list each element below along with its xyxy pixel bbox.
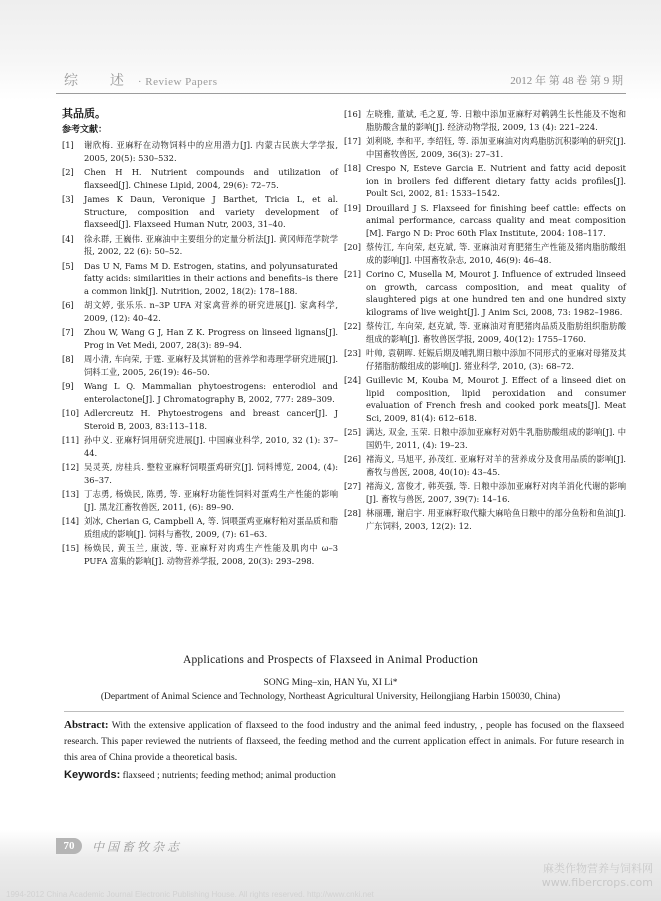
reference-number: [24]: [344, 375, 362, 386]
header-divider: [56, 93, 626, 94]
reference-item: [344, 480, 626, 505]
reference-number: [26]: [344, 454, 362, 465]
reference-item: [344, 507, 626, 532]
reference-number: [2]: [62, 167, 74, 178]
reference-number: [5]: [62, 260, 74, 271]
reference-text: Crespo N, Esteve Garcia E. Nutrient and fatty acid deposit ion in broilers fed different dietary fatty acids profiles[J]. Poult Sci, 2002, 81: 1533–1542.: [366, 162, 626, 199]
reference-item: [62, 193, 338, 231]
reference-number: [20]: [344, 242, 362, 253]
reference-number: [10]: [62, 408, 80, 419]
english-title: Applications and Prospects of Flaxseed in Animal Production: [182, 654, 479, 666]
reference-item: [344, 135, 626, 160]
reference-text: 孙中义. 亚麻籽饲用研究进展[J]. 中国麻业科学, 2010, 32 (1): 37–44.: [84, 435, 338, 458]
reference-item: [344, 108, 626, 133]
lead-text: 其品质。: [62, 107, 106, 120]
reference-text: Chen H H. Nutrient compounds and utilization of flaxseed[J]. Chinese Lipid, 2004, 29(6): 72–75.: [84, 167, 338, 190]
reference-item: [344, 347, 626, 372]
reference-item: [344, 453, 626, 478]
reference-text: 杨焕民, 黄玉兰, 康波, 等. 亚麻籽对肉鸡生产性能及肌肉中 ω–3 PUFA 富集的影响[J]. 动物营养学报, 2008, 20(3): 293–298.: [84, 543, 338, 566]
reference-item: [62, 260, 338, 298]
right-column: [344, 108, 626, 534]
reference-text: 谢欣梅. 亚麻籽在动物饲料中的应用潜力[J]. 内蒙古民族大学学报, 2005, 20(5): 530–532.: [84, 140, 338, 163]
reference-item: [344, 320, 626, 345]
reference-number: [6]: [62, 300, 74, 311]
reference-text: 左晓雅, 董斌, 毛之夏, 等. 日粮中添加亚麻籽对鹌鹑生长性能及不饱和脂肪酸含量的影响[J]. 经济动物学报, 2009, 13 (4): 221–224.: [366, 109, 626, 132]
keywords-label: Keywords:: [64, 769, 121, 781]
watermark-cn: 麻类作物营养与饲料网: [543, 862, 653, 875]
reference-text: 褚海义, 马旭平, 孙茂红. 亚麻籽对羊的营养成分及食用品质的影响[J]. 畜牧与兽医, 2008, 40(10): 43–45.: [366, 454, 626, 477]
reference-item: [344, 426, 626, 451]
reference-text: Das U N, Fams M D. Estrogen, statins, and polyunsaturated fatty acids: similarities in their actions and benefits–is there a common link[J]. Nutrition, 2002, 18(2): 178–188.: [84, 260, 338, 296]
reference-number: [16]: [344, 109, 362, 119]
left-column: [62, 108, 338, 569]
abstract-label: Abstract:: [64, 719, 109, 731]
reference-number: [27]: [344, 481, 362, 492]
reference-text: Wang L Q. Mammalian phytoestrogens: enterodiol and enterolactone[J]. J Chromatography B, 2002, 777: 289–309.: [84, 381, 338, 404]
reference-text: 刘冰, Cherian G, Campbell A, 等. 饲喂蛋鸡亚麻籽粕对蛋品质和脂质组成的影响[J]. 饲料与畜牧, 2009, (7): 61–63.: [84, 516, 338, 539]
reference-text: Adlercreutz H. Phytoestrogens and breast cancer[J]. J Steroid B, 2003, 83:113–118.: [84, 408, 338, 431]
reference-text: 丁志勇, 杨焕民, 陈勇, 等. 亚麻籽功能性饲料对蛋鸡生产性能的影响[J]. 黑龙江畜牧兽医, 2011, (6): 89–90.: [84, 489, 338, 512]
english-affiliation: (Department of Animal Science and Technology, Northeast Agricultural University, Heilongjiang Harbin 150030, China): [100, 692, 561, 702]
reference-number: [9]: [62, 381, 74, 392]
reference-item: [62, 353, 338, 378]
reference-text: 蔡传江, 车向荣, 赵克斌, 等. 亚麻油对育肥猪生产性能及猪肉脂肪酸组成的影响[J]. 中国畜牧杂志, 2010, 46(9): 46–48.: [366, 242, 626, 265]
reference-text: Guillevic M, Kouba M, Mourot J. Effect of a linseed diet on lipid composition, lipid peroxidation and consumer evaluation of French fresh and cooked pork meats[J]. Meat Sci, 2009, 81(4): 612–618.: [366, 375, 626, 424]
reference-text: 吴灵英, 房桂兵. 整粒亚麻籽饲喂蛋鸡研究[J]. 饲料博览, 2004, (4): 36–37.: [84, 462, 338, 485]
reference-item: [62, 434, 338, 459]
reference-text: 徐永群, 王巍伟. 亚麻油中主要组分的定量分析法[J]. 黄冈师范学院学报, 2002, 22 (6): 50–52.: [84, 233, 338, 257]
reference-item: [62, 461, 338, 486]
reference-text: 褚海义, 富俊才, 韩英强, 等. 日粮中添加亚麻籽对肉羊消化代谢的影响[J]. 畜牧与兽医, 2007, 39(7): 14–16.: [366, 481, 626, 504]
reference-number: [7]: [62, 327, 74, 338]
copyright-strip: 1994-2012 China Academic Journal Electronic Publishing House. All rights reserved. http://www.cnki.net: [6, 890, 374, 899]
reference-text: 叶帅, 袁朝晖. 妊娠后期及哺乳期日粮中添加不同形式的亚麻对母猪及其仔猪脂肪酸组成的影响[J]. 猪业科学, 2010, (3): 68–72.: [366, 348, 626, 371]
reference-text: 刘利晓, 李和平, 李绍钰, 等. 添加亚麻油对肉鸡脂肪沉积影响的研究[J]. 中国畜牧兽医, 2009, 36(3): 27–31.: [366, 135, 626, 159]
section-label-en: · Review Papers: [137, 76, 218, 88]
reference-number: [12]: [62, 462, 80, 473]
reference-text: 周小清, 车向荣, 于霆. 亚麻籽及其饼粕的营养学和毒理学研究进展[J]. 饲料工业, 2005, 26(19): 46–50.: [84, 354, 338, 377]
journal-logo-text: 中国畜牧杂志: [92, 840, 183, 854]
reference-number: [4]: [62, 233, 74, 244]
reference-item: [62, 380, 338, 405]
reference-number: [13]: [62, 489, 80, 500]
reference-item: [62, 488, 338, 513]
reference-number: [21]: [344, 269, 362, 280]
reference-number: [8]: [62, 354, 74, 365]
reference-item: [62, 299, 338, 324]
reference-item: [62, 326, 338, 351]
reference-item: [344, 162, 626, 200]
reference-text: Zhou W, Wang G J, Han Z K. Progress on linseed lignans[J]. Prog in Vet Medi, 2007, 28(3): 89–94.: [84, 327, 338, 350]
keywords-text: flaxseed ; nutrients; feeding method; animal production: [122, 770, 336, 781]
issue-info: 2012 年 第 48 卷 第 9 期: [510, 75, 623, 87]
watermark: [542, 862, 653, 890]
reference-number: [11]: [62, 435, 80, 446]
references-heading: 参考文献：: [62, 124, 108, 135]
reference-item: [344, 202, 626, 240]
reference-item: [344, 268, 626, 318]
reference-list-right: [344, 108, 626, 533]
page-header: [0, 0, 661, 100]
reference-item: [62, 542, 338, 567]
reference-text: 林丽珊, 谢启宇. 用亚麻籽取代糠大麻哈鱼日粮中的部分鱼粉和鱼油[J]. 广东饲料, 2003, 12(2): 12.: [366, 508, 626, 531]
abstract-text: With the extensive application of flaxseed to the food industry and the animal feed industry, , people has focused on the flaxseed research. This paper reviewed the nutrients of flaxseed, the feeding method and the current application effect in animals. For future research in this area of China provide a theoretical basis.: [64, 720, 624, 763]
english-authors: SONG Ming–xin, HAN Yu, XI Li*: [263, 678, 398, 688]
watermark-url: www.fibercrops.com: [541, 876, 653, 889]
reference-text: 满达, 双金, 玉荣. 日粮中添加亚麻籽对奶牛乳脂肪酸组成的影响[J]. 中国奶牛, 2011, (4): 19–23.: [366, 427, 626, 451]
reference-item: [62, 515, 338, 540]
reference-text: Corino C, Musella M, Mourot J. Influence of extruded linseed on growth, carcass composition, and meat quality of slaughtered pigs at one hundred ten and one hundred sixty kilograms of live weight[J]. J Anim Sci, 2008, 73: 1982–1986.: [366, 269, 626, 317]
reference-number: [22]: [344, 321, 362, 332]
reference-number: [17]: [344, 135, 362, 146]
reference-item: [344, 374, 626, 424]
reference-text: James K Daun, Veronique J Barthet, Tricia L, et al. Structure, composition and variety development of flaxseed[J]. Flaxseed Human Nutr, 2003, 31–40.: [84, 194, 338, 230]
english-keywords: [64, 769, 624, 781]
reference-number: [25]: [344, 427, 362, 438]
reference-number: [23]: [344, 348, 362, 359]
reference-text: 胡文婷, 张乐乐. n–3P UFA 对家禽营养的研究进展[J]. 家禽科学, 2009, (12): 40–42.: [84, 300, 338, 323]
page-number: 70: [56, 838, 82, 854]
reference-number: [14]: [62, 516, 80, 527]
reference-number: [19]: [344, 202, 362, 213]
reference-list-left: [62, 139, 338, 567]
section-label-cn: 综 述: [64, 72, 138, 88]
reference-text: Drouillard J S. Flaxseed for finishing beef cattle: effects on animal performance, carcass quality and meat composition [M]. Fargo N D: Proc 60th Flax Institute, 2004: 108–117.: [366, 202, 626, 238]
reference-number: [1]: [62, 140, 74, 151]
reference-number: [28]: [344, 508, 362, 519]
reference-text: 蔡传江, 车向荣, 赵克斌, 等. 亚麻油对育肥猪肉品质及脂肪组织脂肪酸组成的影响[J]. 畜牧兽医学报, 2009, 40(12): 1755–1760.: [366, 321, 626, 344]
reference-item: [344, 241, 626, 266]
reference-number: [15]: [62, 543, 80, 554]
reference-item: [62, 407, 338, 432]
english-abstract: [64, 717, 624, 766]
reference-item: [62, 139, 338, 164]
reference-number: [18]: [344, 162, 362, 173]
reference-number: [3]: [62, 194, 74, 205]
reference-item: [62, 166, 338, 191]
section-label: [64, 70, 217, 90]
abstract-divider: [64, 711, 624, 712]
reference-item: [62, 233, 338, 258]
